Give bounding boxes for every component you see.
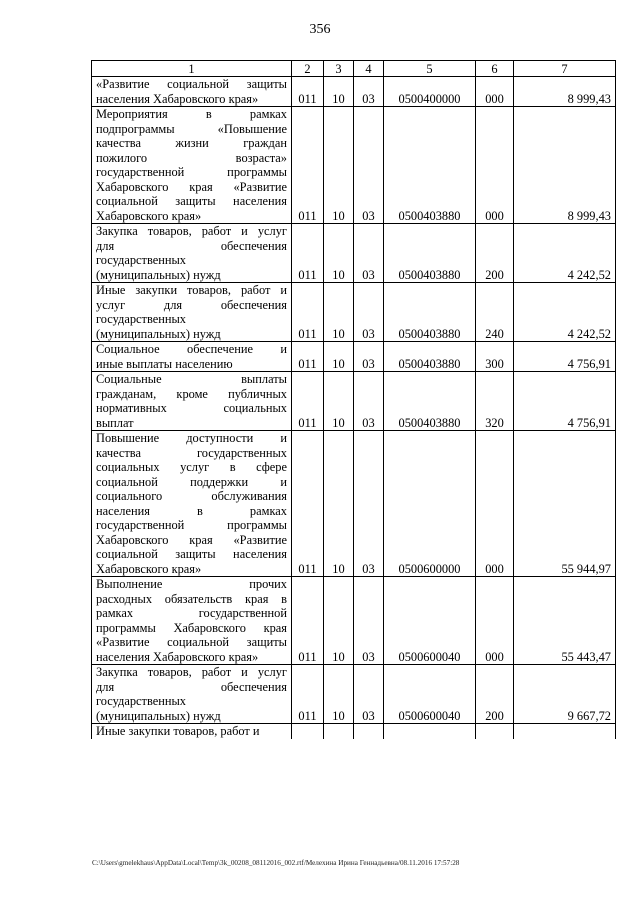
row-section: 10 xyxy=(324,77,354,107)
row-amount: 4 242,52 xyxy=(514,224,616,283)
description-line: социального обслуживания xyxy=(96,489,287,503)
table-row xyxy=(92,577,616,665)
description-line: социальной защиты населения xyxy=(96,194,287,208)
table-row xyxy=(92,77,616,107)
table-header-row xyxy=(92,61,616,77)
row-ministry-code: 011 xyxy=(292,665,324,724)
row-target-article: 0500403880 xyxy=(384,107,476,224)
row-amount: 4 756,91 xyxy=(514,342,616,372)
row-amount: 4 242,52 xyxy=(514,283,616,342)
description-line: нормативных социальных xyxy=(96,401,287,415)
description-line: Социальные выплаты xyxy=(96,372,287,386)
budget-table xyxy=(91,60,616,739)
row-section: 10 xyxy=(324,224,354,283)
row-description xyxy=(92,77,292,107)
table-row xyxy=(92,283,616,342)
description-line: населения в рамках xyxy=(96,503,287,518)
row-expense-type xyxy=(476,724,514,739)
row-section: 10 xyxy=(324,431,354,577)
description-line: подпрограммы «Повышение xyxy=(96,121,287,136)
description-line: выплат xyxy=(96,415,134,430)
row-section: 10 xyxy=(324,372,354,431)
description-line: качества жизни граждан xyxy=(96,136,287,150)
row-target-article: 0500400000 xyxy=(384,77,476,107)
page-number: 356 xyxy=(309,22,331,37)
row-amount: 4 756,91 xyxy=(514,372,616,431)
row-ministry-code xyxy=(292,724,324,739)
table-body xyxy=(92,61,616,739)
description-line: Социальное обеспечение и xyxy=(96,342,287,356)
row-amount: 55 944,97 xyxy=(514,431,616,577)
row-subsection: 03 xyxy=(354,224,384,283)
header-col-7: 7 xyxy=(514,61,616,77)
row-ministry-code: 011 xyxy=(292,224,324,283)
description-line: Хабаровского края» xyxy=(96,561,202,576)
description-line: Хабаровского края «Развитие xyxy=(96,179,287,194)
row-subsection: 03 xyxy=(354,431,384,577)
description-line: гражданам, кроме публичных xyxy=(96,386,287,401)
row-ministry-code: 011 xyxy=(292,77,324,107)
description-line: Иные закупки товаров, работ и xyxy=(96,724,260,738)
table-row xyxy=(92,342,616,372)
row-expense-type: 320 xyxy=(476,372,514,431)
description-line: Мероприятия в рамках xyxy=(96,107,287,121)
description-line: социальной защиты населения xyxy=(96,547,287,561)
row-expense-type: 000 xyxy=(476,107,514,224)
description-line: пожилого возраста» xyxy=(96,150,287,165)
row-expense-type: 000 xyxy=(476,431,514,577)
description-line: Закупка товаров, работ и услуг xyxy=(96,224,287,238)
description-line: (муниципальных) нужд xyxy=(96,326,221,341)
row-subsection xyxy=(354,724,384,739)
description-line: государственной программы xyxy=(96,518,287,532)
row-amount: 9 667,72 xyxy=(514,665,616,724)
description-line: рамках государственной xyxy=(96,606,287,620)
header-col-6: 6 xyxy=(476,61,514,77)
row-subsection: 03 xyxy=(354,77,384,107)
description-line: Хабаровского края «Развитие xyxy=(96,532,287,547)
header-col-3: 3 xyxy=(324,61,354,77)
description-line: Закупка товаров, работ и услуг xyxy=(96,665,287,679)
row-subsection: 03 xyxy=(354,372,384,431)
row-description xyxy=(92,224,292,283)
row-subsection: 03 xyxy=(354,107,384,224)
table-row xyxy=(92,724,616,739)
row-ministry-code: 011 xyxy=(292,577,324,665)
description-line: для обеспечения xyxy=(96,238,287,253)
row-section: 10 xyxy=(324,665,354,724)
header-col-2: 2 xyxy=(292,61,324,77)
row-expense-type: 200 xyxy=(476,224,514,283)
file-path-footer: C:\Users\gmelekhaus\AppData\Local\Temp\3k_00208_08112016_002.rtf/Мелехина Ирина Геннадьевна/08.11.2016 17:57:28 xyxy=(92,859,460,867)
row-target-article: 0500403880 xyxy=(384,342,476,372)
row-amount: 8 999,43 xyxy=(514,107,616,224)
table-row xyxy=(92,372,616,431)
row-target-article: 0500403880 xyxy=(384,372,476,431)
header-col-1: 1 xyxy=(92,61,292,77)
row-target-article: 0500403880 xyxy=(384,224,476,283)
row-target-article: 0500600000 xyxy=(384,431,476,577)
row-ministry-code: 011 xyxy=(292,283,324,342)
row-expense-type: 200 xyxy=(476,665,514,724)
header-col-5: 5 xyxy=(384,61,476,77)
description-line: (муниципальных) нужд xyxy=(96,708,221,723)
row-description xyxy=(92,577,292,665)
row-section: 10 xyxy=(324,342,354,372)
row-expense-type: 000 xyxy=(476,577,514,665)
row-expense-type: 240 xyxy=(476,283,514,342)
description-line: «Развитие социальной защиты xyxy=(96,77,287,91)
description-line: Иные закупки товаров, работ и xyxy=(96,283,287,297)
row-subsection: 03 xyxy=(354,283,384,342)
description-line: государственных xyxy=(96,694,187,708)
description-line: Повышение доступности и xyxy=(96,431,287,445)
description-line: услуг для обеспечения xyxy=(96,297,287,312)
row-expense-type: 000 xyxy=(476,77,514,107)
description-line: Хабаровского края» xyxy=(96,208,202,223)
row-section: 10 xyxy=(324,107,354,224)
row-subsection: 03 xyxy=(354,577,384,665)
row-expense-type: 300 xyxy=(476,342,514,372)
description-line: государственных xyxy=(96,312,187,326)
table-row xyxy=(92,224,616,283)
row-description xyxy=(92,283,292,342)
row-target-article: 0500600040 xyxy=(384,665,476,724)
row-section xyxy=(324,724,354,739)
description-line: населения Хабаровского края» xyxy=(96,649,259,664)
row-description xyxy=(92,342,292,372)
description-line: (муниципальных) нужд xyxy=(96,267,221,282)
description-line: «Развитие социальной защиты xyxy=(96,635,287,649)
description-line: населения Хабаровского края» xyxy=(96,91,259,106)
row-description xyxy=(92,431,292,577)
row-target-article xyxy=(384,724,476,739)
header-col-4: 4 xyxy=(354,61,384,77)
row-target-article: 0500403880 xyxy=(384,283,476,342)
row-amount xyxy=(514,724,616,739)
row-amount: 55 443,47 xyxy=(514,577,616,665)
description-line: расходных обязательств края в xyxy=(96,591,287,606)
row-target-article: 0500600040 xyxy=(384,577,476,665)
row-description xyxy=(92,107,292,224)
row-ministry-code: 011 xyxy=(292,431,324,577)
description-line: программы Хабаровского края xyxy=(96,620,287,635)
row-ministry-code: 011 xyxy=(292,107,324,224)
row-amount: 8 999,43 xyxy=(514,77,616,107)
table-row xyxy=(92,665,616,724)
row-subsection: 03 xyxy=(354,342,384,372)
row-ministry-code: 011 xyxy=(292,372,324,431)
description-line: государственной программы xyxy=(96,165,287,179)
row-description xyxy=(92,372,292,431)
description-line: государственных xyxy=(96,253,187,267)
table-row xyxy=(92,107,616,224)
row-description xyxy=(92,665,292,724)
description-line: Выполнение прочих xyxy=(96,577,287,591)
description-line: социальной поддержки и xyxy=(96,474,287,489)
row-description xyxy=(92,724,292,739)
row-section: 10 xyxy=(324,577,354,665)
row-ministry-code: 011 xyxy=(292,342,324,372)
row-section: 10 xyxy=(324,283,354,342)
table-row xyxy=(92,431,616,577)
row-subsection: 03 xyxy=(354,665,384,724)
description-line: социальных услуг в сфере xyxy=(96,460,287,474)
description-line: для обеспечения xyxy=(96,679,287,694)
description-line: иные выплаты населению xyxy=(96,356,233,371)
description-line: качества государственных xyxy=(96,445,287,460)
